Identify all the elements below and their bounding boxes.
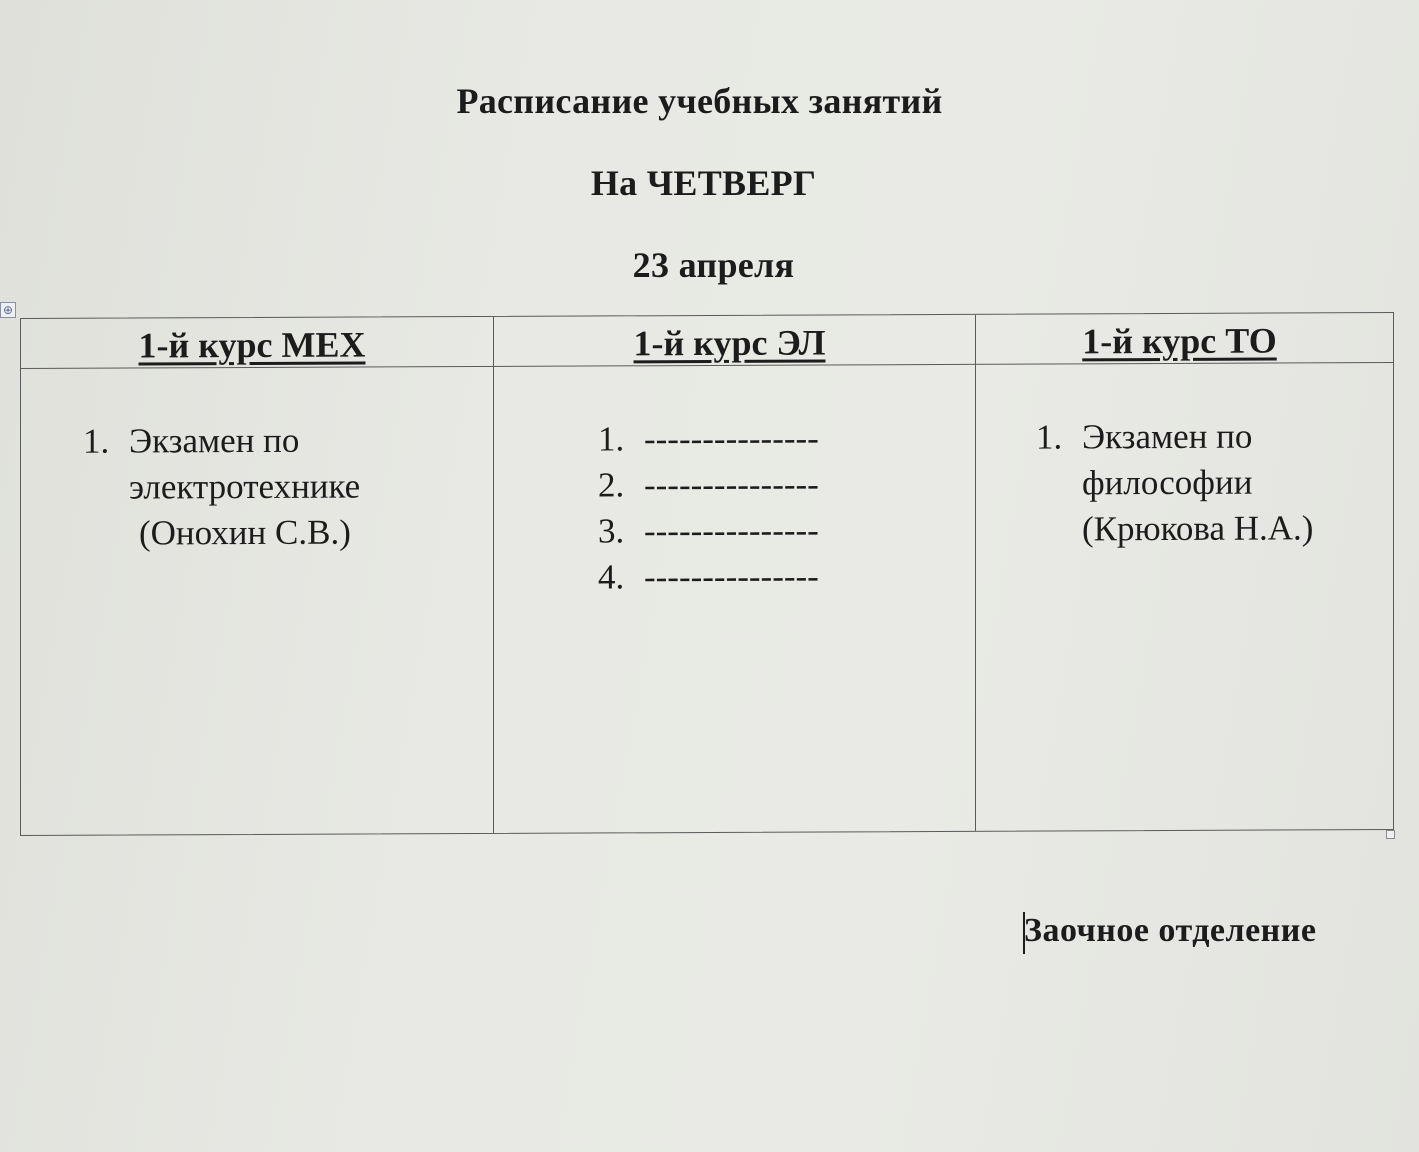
schedule-table xyxy=(20,312,1394,836)
column-mex xyxy=(21,317,493,835)
list-item: 1. --------------- xyxy=(598,418,819,459)
column-mex-list xyxy=(83,418,360,557)
list-item: 1. Экзамен по философии (Крюкова Н.А.) xyxy=(1036,416,1314,549)
document-date: 23 апреля xyxy=(632,245,795,285)
column-header-to: 1-й курс ТО xyxy=(1082,320,1277,362)
table-resize-handle[interactable] xyxy=(1386,830,1395,839)
column-header-mex: 1-й курс МЕХ xyxy=(138,324,366,366)
list-item: 2. --------------- xyxy=(598,464,819,505)
list-item: 4. --------------- xyxy=(598,556,819,597)
footer-note: Заочное отделение xyxy=(1024,912,1317,949)
list-item: 1. Экзамен по электротехнике (Онохин С.В.) xyxy=(83,420,361,553)
list-item: 3. --------------- xyxy=(598,510,819,551)
document-day: На ЧЕТВЕРГ xyxy=(590,163,817,203)
table-move-handle-icon[interactable]: ⊕ xyxy=(0,302,16,318)
column-el xyxy=(494,315,975,833)
column-to xyxy=(976,313,1393,831)
column-header-el: 1-й курс ЭЛ xyxy=(633,322,826,364)
column-to-list xyxy=(1036,413,1313,552)
document-title: Расписание учебных занятий xyxy=(456,81,943,121)
column-el-list xyxy=(598,416,819,601)
